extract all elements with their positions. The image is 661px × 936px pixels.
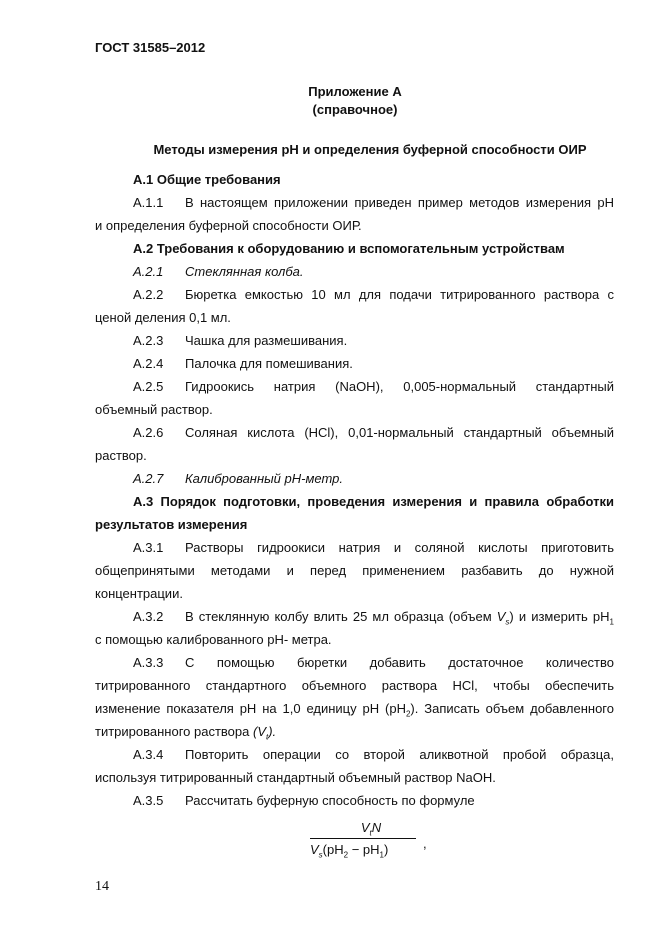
formula-den-open: (pH xyxy=(322,842,344,857)
a2-2-text: Бюретка емкостью 10 мл для подачи титрированного раствора с xyxy=(185,287,614,302)
a1-1-line2: и определения буферной способности ОИР. xyxy=(95,218,362,233)
a2-heading: А.2 Требования к оборудованию и вспомогательным устройствам xyxy=(133,241,565,256)
var-vt: (V xyxy=(252,724,266,739)
document-header: ГОСТ 31585–2012 xyxy=(95,40,206,55)
a3-1-line3: концентрации. xyxy=(95,586,183,601)
a3-5 xyxy=(95,789,614,812)
a2-5-line1 xyxy=(95,375,614,398)
a1-heading: А.1 Общие требования xyxy=(133,172,281,187)
a2-2-line1 xyxy=(95,283,614,306)
a2-5-line2: объемный раствор. xyxy=(95,402,213,417)
a2-6-text: Соляная кислота (HCl), 0,01-нормальный стандартный объемный xyxy=(185,425,614,440)
a3-2-text xyxy=(185,609,614,627)
a3-2-text-a: В стеклянную колбу влить 25 мл образца (объем xyxy=(185,609,497,624)
a3-4-line2: используя титрированный стандартный объемный раствор NaOH. xyxy=(95,770,496,785)
a3-2-line2: с помощью калиброванного рН- метра. xyxy=(95,632,332,647)
a2-2-line2: ценой деления 0,1 мл. xyxy=(95,310,231,325)
a3-5-number: А.3.5 xyxy=(133,793,164,808)
a3-5-text: Рассчитать буферную способность по формуле xyxy=(185,793,475,808)
a2-5-text: Гидроокись натрия (NaOH), 0,005-нормальный стандартный xyxy=(185,379,614,394)
a3-heading-line2: результатов измерения xyxy=(95,517,248,532)
a3-4-number: А.3.4 xyxy=(133,747,164,762)
a3-3-number: А.3.3 xyxy=(133,655,164,670)
a3-4-line1 xyxy=(95,743,614,766)
a2-1-text: Стеклянная колба. xyxy=(185,264,304,279)
a3-2-number: А.3.2 xyxy=(133,609,164,624)
a3-3-text-b: ). Записать объем добавленного xyxy=(410,701,614,716)
formula-den-sub: s xyxy=(318,850,323,860)
a2-7-text: Калиброванный рН-метр. xyxy=(185,471,343,486)
ph-sub-2: 2 xyxy=(405,709,411,719)
a3-2-text-b: ) и измерить рН xyxy=(509,609,610,624)
a2-3-number: А.2.3 xyxy=(133,333,164,348)
a3-2-line1 xyxy=(95,605,614,628)
a2-3 xyxy=(95,329,614,352)
a1-1-line1 xyxy=(95,191,614,214)
a1-1-number: А.1.1 xyxy=(133,195,164,210)
a3-3-line3 xyxy=(95,697,614,720)
a2-1-number: А.2.1 xyxy=(133,264,164,279)
a3-3-line1 xyxy=(95,651,614,674)
section-a1 xyxy=(95,168,614,812)
a3-3-text: С помощью бюретки добавить достаточное количество xyxy=(185,655,614,670)
a2-1 xyxy=(95,260,614,283)
page-number: 14 xyxy=(95,879,109,894)
a3-1-line1 xyxy=(95,536,614,559)
appendix-subtitle: (справочное) xyxy=(312,102,398,117)
a3-3-text-d: ). xyxy=(268,724,277,739)
section-title: Методы измерения рН и определения буферной способности ОИР xyxy=(153,142,587,157)
a2-7-number: А.2.7 xyxy=(133,471,164,486)
a1-1-text: В настоящем приложении приведен пример методов измерения рН xyxy=(185,195,614,210)
formula-trailing-comma: , xyxy=(423,836,427,851)
a2-4-text: Палочка для помешивания. xyxy=(185,356,353,371)
formula-num-v: V xyxy=(360,820,370,835)
a2-7 xyxy=(95,467,614,490)
formula-numerator xyxy=(310,820,432,838)
a2-6-number: А.2.6 xyxy=(133,425,164,440)
a3-1-text: Растворы гидроокиси натрия и соляной кислоты приготовить xyxy=(185,540,614,555)
formula-denominator xyxy=(310,839,432,860)
var-sub-s: s xyxy=(505,617,510,627)
formula-num-n: N xyxy=(371,820,382,835)
appendix-title: Приложение А xyxy=(308,84,402,99)
var-v: V xyxy=(496,609,506,624)
formula-num-sub: t xyxy=(369,828,372,838)
a2-3-text: Чашка для размешивания. xyxy=(185,333,348,348)
a3-3-line4 xyxy=(95,720,614,743)
a3-3-text-a: изменение показателя рН на 1,0 единицу рН (рН xyxy=(95,701,406,716)
a3-3-line3-text xyxy=(95,701,614,719)
a3-1-line2: общепринятыми методами и перед применением разбавить до нужной xyxy=(95,563,614,578)
a2-6-line2: раствор. xyxy=(95,448,147,463)
a2-4 xyxy=(95,352,614,375)
a3-4-text: Повторить операции со второй аликвотной пробой образца, xyxy=(185,747,614,762)
a3-1-number: А.3.1 xyxy=(133,540,164,555)
formula-den-minus: − pH xyxy=(348,842,380,857)
a3-3-text-c: титрированного раствора xyxy=(95,724,253,739)
formula-den-v: V xyxy=(310,842,319,857)
a2-4-number: А.2.4 xyxy=(133,356,164,371)
formula-den-sub2: 2 xyxy=(343,850,349,860)
a2-6-line1 xyxy=(95,421,614,444)
a2-2-number: А.2.2 xyxy=(133,287,164,302)
a3-heading-line1: А.3 Порядок подготовки, проведения измерения и правила обработки xyxy=(133,494,614,509)
ph-sub-1: 1 xyxy=(609,617,614,627)
var-sub-t: t xyxy=(265,732,269,742)
formula-den-sub1: 1 xyxy=(379,850,384,860)
a3-3-line2: титрированного стандартного объемного раствора HCl, чтобы обеспечить xyxy=(95,678,614,693)
buffer-capacity-formula xyxy=(310,820,432,860)
a2-5-number: А.2.5 xyxy=(133,379,164,394)
formula-den-close: ) xyxy=(383,842,389,857)
